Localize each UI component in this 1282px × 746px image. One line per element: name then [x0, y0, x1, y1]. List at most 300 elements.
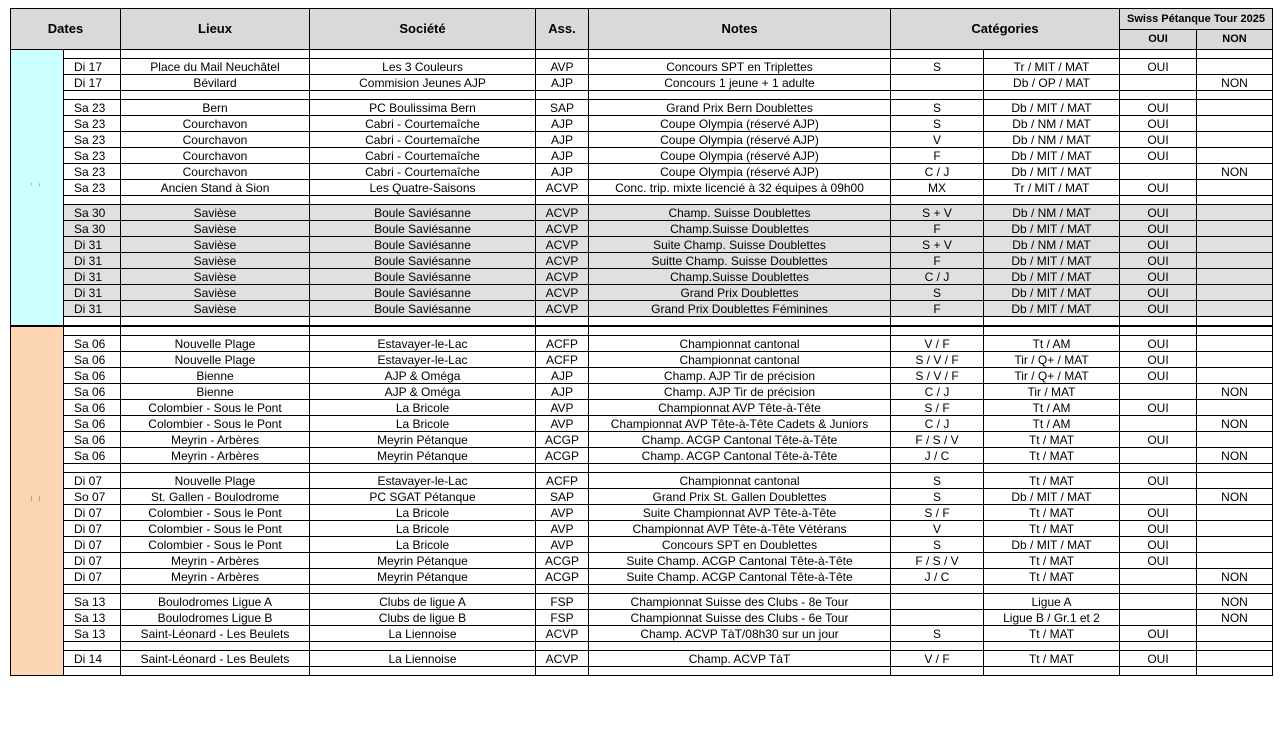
format-cell: Db / NM / MAT [984, 116, 1120, 132]
format-cell: Tt / MAT [984, 569, 1120, 585]
category-cell: S / V / F [891, 368, 984, 384]
societe-cell: La Bricole [310, 505, 536, 521]
format-cell: Db / NM / MAT [984, 205, 1120, 221]
date-cell: Di 07 [64, 521, 121, 537]
spacer-row [11, 317, 1273, 327]
header-lieux: Lieux [121, 9, 310, 50]
date-cell [64, 317, 121, 327]
category-cell: F / S / V [891, 553, 984, 569]
oui-cell [1120, 667, 1197, 676]
lieu-cell: Colombier - Sous le Pont [121, 416, 310, 432]
table-row [11, 553, 1273, 569]
non-cell [1197, 651, 1273, 667]
category-cell: S / V / F [891, 352, 984, 368]
societe-cell: Boule Saviésanne [310, 269, 536, 285]
lieu-cell: Nouvelle Plage [121, 352, 310, 368]
non-cell [1197, 50, 1273, 59]
category-cell: V [891, 521, 984, 537]
category-cell: F [891, 221, 984, 237]
societe-cell: Meyrin Pétanque [310, 569, 536, 585]
non-cell [1197, 285, 1273, 301]
association-cell: ACVP [536, 651, 589, 667]
category-cell [891, 585, 984, 594]
table-row [11, 651, 1273, 667]
format-cell: Tt / AM [984, 400, 1120, 416]
notes-cell: Grand Prix St. Gallen Doublettes [589, 489, 891, 505]
date-cell [64, 196, 121, 205]
oui-cell [1120, 416, 1197, 432]
lieu-cell [121, 50, 310, 59]
oui-cell: OUI [1120, 253, 1197, 269]
format-cell: Db / NM / MAT [984, 132, 1120, 148]
notes-cell: Concours SPT en Triplettes [589, 59, 891, 75]
non-cell [1197, 148, 1273, 164]
date-cell: Sa 13 [64, 594, 121, 610]
oui-cell [1120, 164, 1197, 180]
notes-cell: Champ. ACGP Cantonal Tête-à-Tête [589, 432, 891, 448]
month-label [11, 50, 64, 327]
non-cell: NON [1197, 448, 1273, 464]
format-cell [984, 91, 1120, 100]
category-cell: S + V [891, 205, 984, 221]
notes-cell: Championnat cantonal [589, 473, 891, 489]
format-cell: Tt / MAT [984, 626, 1120, 642]
table-row [11, 384, 1273, 400]
lieu-cell: Boulodromes Ligue B [121, 610, 310, 626]
association-cell: AVP [536, 59, 589, 75]
lieu-cell: Courchavon [121, 132, 310, 148]
notes-cell: Suite Champ. ACGP Cantonal Tête-à-Tête [589, 553, 891, 569]
category-cell: MX [891, 180, 984, 196]
table-row [11, 594, 1273, 610]
association-cell: ACVP [536, 285, 589, 301]
table-body [11, 50, 1273, 676]
header-categories: Catégories [891, 9, 1120, 50]
societe-cell: La Liennoise [310, 626, 536, 642]
table-row [11, 285, 1273, 301]
non-cell [1197, 237, 1273, 253]
category-cell: J / C [891, 448, 984, 464]
association-cell: ACVP [536, 269, 589, 285]
format-cell: Db / MIT / MAT [984, 148, 1120, 164]
category-cell: F [891, 301, 984, 317]
lieu-cell: Saint-Léonard - Les Beulets [121, 651, 310, 667]
societe-cell: Commision Jeunes AJP [310, 75, 536, 91]
lieu-cell: Courchavon [121, 148, 310, 164]
non-cell [1197, 473, 1273, 489]
table-row [11, 521, 1273, 537]
association-cell: ACVP [536, 180, 589, 196]
oui-cell: OUI [1120, 180, 1197, 196]
oui-cell: OUI [1120, 651, 1197, 667]
header-dates: Dates [11, 9, 121, 50]
notes-cell: Champ. Suisse Doublettes [589, 205, 891, 221]
date-cell: Di 07 [64, 569, 121, 585]
table-row [11, 448, 1273, 464]
lieu-cell [121, 585, 310, 594]
category-cell: C / J [891, 416, 984, 432]
notes-cell: Champ. ACVP TàT/08h30 sur un jour [589, 626, 891, 642]
association-cell: AVP [536, 537, 589, 553]
table-row [11, 148, 1273, 164]
association-cell: ACVP [536, 205, 589, 221]
lieu-cell: Bern [121, 100, 310, 116]
non-cell [1197, 221, 1273, 237]
category-cell: S [891, 489, 984, 505]
association-cell [536, 464, 589, 473]
date-cell: Di 31 [64, 237, 121, 253]
date-cell: Sa 06 [64, 384, 121, 400]
table-row [11, 100, 1273, 116]
association-cell [536, 317, 589, 327]
lieu-cell: Bienne [121, 384, 310, 400]
societe-cell [310, 317, 536, 327]
date-cell: Sa 13 [64, 610, 121, 626]
association-cell: AVP [536, 416, 589, 432]
category-cell: S / F [891, 400, 984, 416]
societe-cell: Boule Saviésanne [310, 253, 536, 269]
category-cell: S [891, 59, 984, 75]
category-cell: F / S / V [891, 432, 984, 448]
notes-cell: Conc. trip. mixte licencié à 32 équipes à 09h00 [589, 180, 891, 196]
societe-cell: La Bricole [310, 537, 536, 553]
association-cell: SAP [536, 100, 589, 116]
association-cell: ACGP [536, 553, 589, 569]
lieu-cell [121, 642, 310, 651]
oui-cell: OUI [1120, 400, 1197, 416]
format-cell: Db / MIT / MAT [984, 537, 1120, 553]
oui-cell [1120, 326, 1197, 336]
category-cell: S [891, 537, 984, 553]
societe-cell: Meyrin Pétanque [310, 553, 536, 569]
header-oui: OUI [1120, 29, 1197, 50]
date-cell: Sa 23 [64, 164, 121, 180]
format-cell: Tir / Q+ / MAT [984, 368, 1120, 384]
non-cell: NON [1197, 594, 1273, 610]
association-cell: SAP [536, 489, 589, 505]
oui-cell: OUI [1120, 59, 1197, 75]
table-row [11, 132, 1273, 148]
category-cell: F [891, 253, 984, 269]
format-cell: Tt / MAT [984, 651, 1120, 667]
non-cell [1197, 642, 1273, 651]
lieu-cell: Savièse [121, 237, 310, 253]
table-row [11, 237, 1273, 253]
oui-cell: OUI [1120, 301, 1197, 317]
association-cell: AVP [536, 521, 589, 537]
lieu-cell: Savièse [121, 205, 310, 221]
date-cell: Di 07 [64, 553, 121, 569]
notes-cell: Champ.Suisse Doublettes [589, 221, 891, 237]
lieu-cell: Saint-Léonard - Les Beulets [121, 626, 310, 642]
date-cell: Di 07 [64, 537, 121, 553]
oui-cell [1120, 75, 1197, 91]
societe-cell: Cabri - Courtemaîche [310, 132, 536, 148]
date-cell [64, 585, 121, 594]
lieu-cell: Courchavon [121, 164, 310, 180]
format-cell [984, 585, 1120, 594]
date-cell: Sa 30 [64, 205, 121, 221]
format-cell [984, 667, 1120, 676]
lieu-cell: Meyrin - Arbères [121, 432, 310, 448]
notes-cell: Champ. AJP Tir de précision [589, 368, 891, 384]
category-cell: S [891, 116, 984, 132]
format-cell: Db / OP / MAT [984, 75, 1120, 91]
date-cell: So 07 [64, 489, 121, 505]
lieu-cell: Courchavon [121, 116, 310, 132]
date-cell: Di 14 [64, 651, 121, 667]
lieu-cell: Meyrin - Arbères [121, 553, 310, 569]
societe-cell: Meyrin Pétanque [310, 432, 536, 448]
table-row [11, 253, 1273, 269]
category-cell [891, 594, 984, 610]
societe-cell [310, 91, 536, 100]
lieu-cell: Meyrin - Arbères [121, 448, 310, 464]
societe-cell [310, 326, 536, 336]
header-non: NON [1197, 29, 1273, 50]
format-cell [984, 642, 1120, 651]
spacer-row [11, 91, 1273, 100]
societe-cell: Boule Saviésanne [310, 285, 536, 301]
notes-cell: Grand Prix Doublettes Féminines [589, 301, 891, 317]
table-row [11, 610, 1273, 626]
association-cell: ACGP [536, 569, 589, 585]
table-row [11, 368, 1273, 384]
association-cell: ACGP [536, 448, 589, 464]
societe-cell: Boule Saviésanne [310, 301, 536, 317]
lieu-cell: Ancien Stand à Sion [121, 180, 310, 196]
non-cell [1197, 585, 1273, 594]
non-cell [1197, 180, 1273, 196]
format-cell: Db / MIT / MAT [984, 285, 1120, 301]
table-row [11, 473, 1273, 489]
non-cell [1197, 317, 1273, 327]
societe-cell: La Bricole [310, 521, 536, 537]
notes-cell [589, 50, 891, 59]
association-cell [536, 50, 589, 59]
format-cell: Tt / MAT [984, 473, 1120, 489]
societe-cell: Boule Saviésanne [310, 205, 536, 221]
format-cell [984, 464, 1120, 473]
date-cell [64, 667, 121, 676]
date-cell: Sa 23 [64, 132, 121, 148]
notes-cell: Suitte Champ. Suisse Doublettes [589, 253, 891, 269]
date-cell [64, 464, 121, 473]
notes-cell: Grand Prix Bern Doublettes [589, 100, 891, 116]
table-row [11, 59, 1273, 75]
date-cell: Di 31 [64, 253, 121, 269]
societe-cell: Boule Saviésanne [310, 221, 536, 237]
lieu-cell: Nouvelle Plage [121, 473, 310, 489]
date-cell [64, 91, 121, 100]
non-cell: NON [1197, 489, 1273, 505]
notes-cell: Champ. ACVP TàT [589, 651, 891, 667]
format-cell [984, 326, 1120, 336]
lieu-cell: Nouvelle Plage [121, 336, 310, 352]
events-table [10, 8, 1273, 676]
non-cell [1197, 521, 1273, 537]
category-cell: V / F [891, 651, 984, 667]
notes-cell: Championnat cantonal [589, 336, 891, 352]
format-cell: Tt / MAT [984, 448, 1120, 464]
date-cell: Sa 06 [64, 352, 121, 368]
non-cell [1197, 132, 1273, 148]
category-cell: S + V [891, 237, 984, 253]
lieu-cell: St. Gallen - Boulodrome [121, 489, 310, 505]
non-cell [1197, 352, 1273, 368]
non-cell [1197, 326, 1273, 336]
oui-cell: OUI [1120, 505, 1197, 521]
societe-cell: Estavayer-le-Lac [310, 336, 536, 352]
notes-cell: Suite Champ. Suisse Doublettes [589, 237, 891, 253]
format-cell: Tt / AM [984, 336, 1120, 352]
category-cell [891, 642, 984, 651]
notes-cell: Coupe Olympia (réservé AJP) [589, 116, 891, 132]
non-cell [1197, 626, 1273, 642]
format-cell [984, 196, 1120, 205]
non-cell: NON [1197, 164, 1273, 180]
societe-cell: Les Quatre-Saisons [310, 180, 536, 196]
format-cell: Db / MIT / MAT [984, 221, 1120, 237]
notes-cell [589, 642, 891, 651]
lieu-cell: Savièse [121, 285, 310, 301]
format-cell: Tt / MAT [984, 432, 1120, 448]
table-row [11, 221, 1273, 237]
oui-cell: OUI [1120, 237, 1197, 253]
societe-cell: Les 3 Couleurs [310, 59, 536, 75]
association-cell: ACVP [536, 221, 589, 237]
societe-cell: Meyrin Pétanque [310, 448, 536, 464]
date-cell: Sa 23 [64, 148, 121, 164]
category-cell [891, 464, 984, 473]
format-cell: Tr / MIT / MAT [984, 59, 1120, 75]
association-cell: ACGP [536, 432, 589, 448]
notes-cell: Championnat Suisse des Clubs - 6e Tour [589, 610, 891, 626]
societe-cell: Cabri - Courtemaîche [310, 148, 536, 164]
date-cell: Di 17 [64, 59, 121, 75]
non-cell [1197, 196, 1273, 205]
association-cell: ACVP [536, 301, 589, 317]
lieu-cell: Savièse [121, 301, 310, 317]
table-row [11, 269, 1273, 285]
format-cell: Tr / MIT / MAT [984, 180, 1120, 196]
oui-cell [1120, 317, 1197, 327]
oui-cell: OUI [1120, 521, 1197, 537]
oui-cell: OUI [1120, 368, 1197, 384]
oui-cell [1120, 464, 1197, 473]
lieu-cell [121, 196, 310, 205]
date-cell: Sa 23 [64, 100, 121, 116]
format-cell [984, 317, 1120, 327]
spacer-row [11, 585, 1273, 594]
oui-cell: OUI [1120, 553, 1197, 569]
lieu-cell: Place du Mail Neuchâtel [121, 59, 310, 75]
format-cell: Ligue A [984, 594, 1120, 610]
non-cell [1197, 464, 1273, 473]
category-cell: F [891, 148, 984, 164]
header-notes: Notes [589, 9, 891, 50]
non-cell [1197, 553, 1273, 569]
spacer-row [11, 464, 1273, 473]
notes-cell: Championnat AVP Tête-à-Tête Cadets & Juniors [589, 416, 891, 432]
societe-cell: La Bricole [310, 416, 536, 432]
calendar-sheet [10, 8, 1273, 676]
table-row [11, 432, 1273, 448]
non-cell [1197, 400, 1273, 416]
societe-cell [310, 585, 536, 594]
date-cell: Di 31 [64, 285, 121, 301]
format-cell: Db / MIT / MAT [984, 301, 1120, 317]
oui-cell: OUI [1120, 221, 1197, 237]
lieu-cell [121, 326, 310, 336]
association-cell [536, 326, 589, 336]
non-cell [1197, 505, 1273, 521]
oui-cell: OUI [1120, 269, 1197, 285]
date-cell: Sa 06 [64, 448, 121, 464]
societe-cell: AJP & Oméga [310, 384, 536, 400]
notes-cell: Suite Championnat AVP Tête-à-Tête [589, 505, 891, 521]
lieu-cell [121, 667, 310, 676]
societe-cell: La Bricole [310, 400, 536, 416]
lieu-cell: Colombier - Sous le Pont [121, 400, 310, 416]
non-cell [1197, 91, 1273, 100]
date-cell: Sa 06 [64, 400, 121, 416]
association-cell [536, 196, 589, 205]
month-label [11, 326, 64, 676]
non-cell: NON [1197, 75, 1273, 91]
notes-cell: Coupe Olympia (réservé AJP) [589, 164, 891, 180]
association-cell: ACVP [536, 253, 589, 269]
notes-cell: Coupe Olympia (réservé AJP) [589, 148, 891, 164]
category-cell [891, 667, 984, 676]
notes-cell [589, 91, 891, 100]
societe-cell: Estavayer-le-Lac [310, 473, 536, 489]
societe-cell [310, 50, 536, 59]
societe-cell: AJP & Oméga [310, 368, 536, 384]
non-cell [1197, 116, 1273, 132]
table-row [11, 400, 1273, 416]
category-cell [891, 317, 984, 327]
table-row [11, 336, 1273, 352]
oui-cell: OUI [1120, 100, 1197, 116]
table-header [11, 9, 1273, 50]
oui-cell: OUI [1120, 352, 1197, 368]
notes-cell [589, 464, 891, 473]
oui-cell: OUI [1120, 205, 1197, 221]
societe-cell [310, 196, 536, 205]
non-cell [1197, 336, 1273, 352]
format-cell: Tir / Q+ / MAT [984, 352, 1120, 368]
format-cell: Db / MIT / MAT [984, 164, 1120, 180]
non-cell [1197, 537, 1273, 553]
association-cell: FSP [536, 610, 589, 626]
notes-cell: Concours SPT en Doublettes [589, 537, 891, 553]
table-row [11, 626, 1273, 642]
category-cell: S [891, 100, 984, 116]
societe-cell: PC SGAT Pétanque [310, 489, 536, 505]
category-cell: S [891, 285, 984, 301]
lieu-cell: Savièse [121, 253, 310, 269]
category-cell [891, 91, 984, 100]
category-cell [891, 326, 984, 336]
non-cell [1197, 59, 1273, 75]
oui-cell [1120, 489, 1197, 505]
notes-cell [589, 317, 891, 327]
format-cell: Db / MIT / MAT [984, 100, 1120, 116]
notes-cell: Championnat AVP Tête-à-Tête Vétérans [589, 521, 891, 537]
table-row [11, 505, 1273, 521]
notes-cell: Champ. ACGP Cantonal Tête-à-Tête [589, 448, 891, 464]
